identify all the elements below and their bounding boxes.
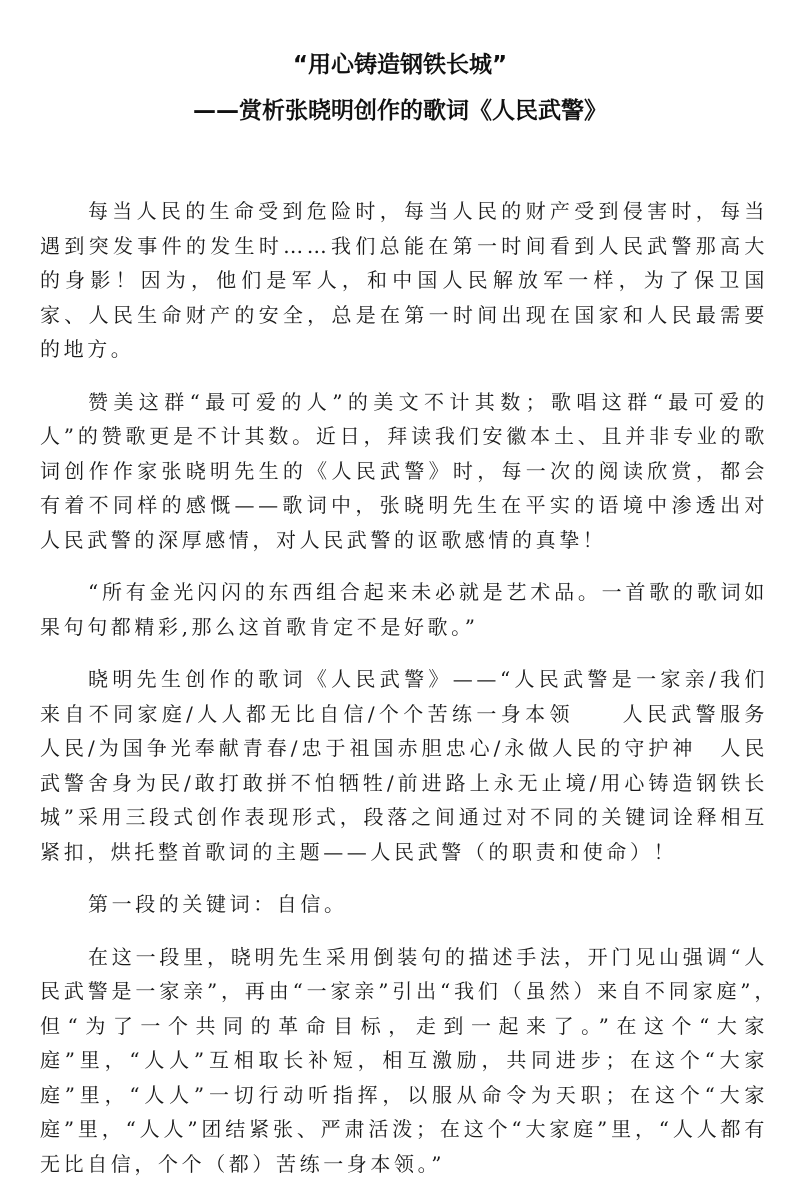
- article-subtitle: ——赏析张晓明创作的歌词《人民武警》: [193, 98, 607, 124]
- paragraph-3-quote: “所有金光闪闪的东西组合起来未必就是艺术品。一首歌的歌词如果句句都精彩,那么这首歌肯定不是好歌。”: [40, 580, 768, 639]
- paragraph-4: 晓明先生创作的歌词《人民武警》——“人民武警是一家亲/我们来自不同家庭/人人都无比自信/个个苦练一身本领 人民武警服务人民/为国争光奉献青春/忠于祖国赤胆忠心/永做人民的守护神 人民武警舍身为民/敢打敢拼不怕牺牲/前进路上永无止境/用心铸造钢铁长城”采用三段式创作表现形式，段落之间通过对不同的关键词诠释相互紧扣，烘托整首歌词的主题——人民武警（的职责和使命）！: [40, 667, 768, 864]
- article-body: [40, 194, 792, 1199]
- article-title: “用心铸造钢铁长城”: [292, 52, 508, 78]
- paragraph-6: 在这一段里，晓明先生采用倒装句的描述手法，开门见山强调“人民武警是一家亲”，再由“一家亲”引出“我们（虽然）来自不同家庭”， 但“为了一个共同的革命目标，走到一起来了。”在这个“大家庭”里，“人人”互相取长补短，相互激励，共同进步；在这个“大家庭”里，“人人”一切行动听指挥，以服从命令为天职；在这个“大家庭”里，“人人”团结紧张、严肃活泼；在这个“大家庭”里，“人人都有无比自信，个个（都）苦练一身本领。”: [40, 944, 792, 1176]
- paragraph-2: 赞美这群“最可爱的人”的美文不计其数；歌唱这群“最可爱的人”的赞歌更是不计其数。近日，拜读我们安徽本土、且并非专业的歌词创作作家张晓明先生的《人民武警》时，每一次的阅读欣赏，都会有着不同样的感慨——歌词中，张晓明先生在平实的语境中渗透出对人民武警的深厚感情，对人民武警的讴歌感情的真挚！: [40, 389, 768, 552]
- paragraph-5-keyword: 第一段的关键词：自信。: [88, 892, 348, 916]
- paragraph-1: 每当人民的生命受到危险时，每当人民的财产受到侵害时，每当遇到突发事件的发生时……我们总能在第一时间看到人民武警那高大的身影！因为，他们是军人，和中国人民解放军一样，为了保卫国家、人民生命财产的安全，总是在第一时间出现在国家和人民最需要的地方。: [40, 199, 768, 361]
